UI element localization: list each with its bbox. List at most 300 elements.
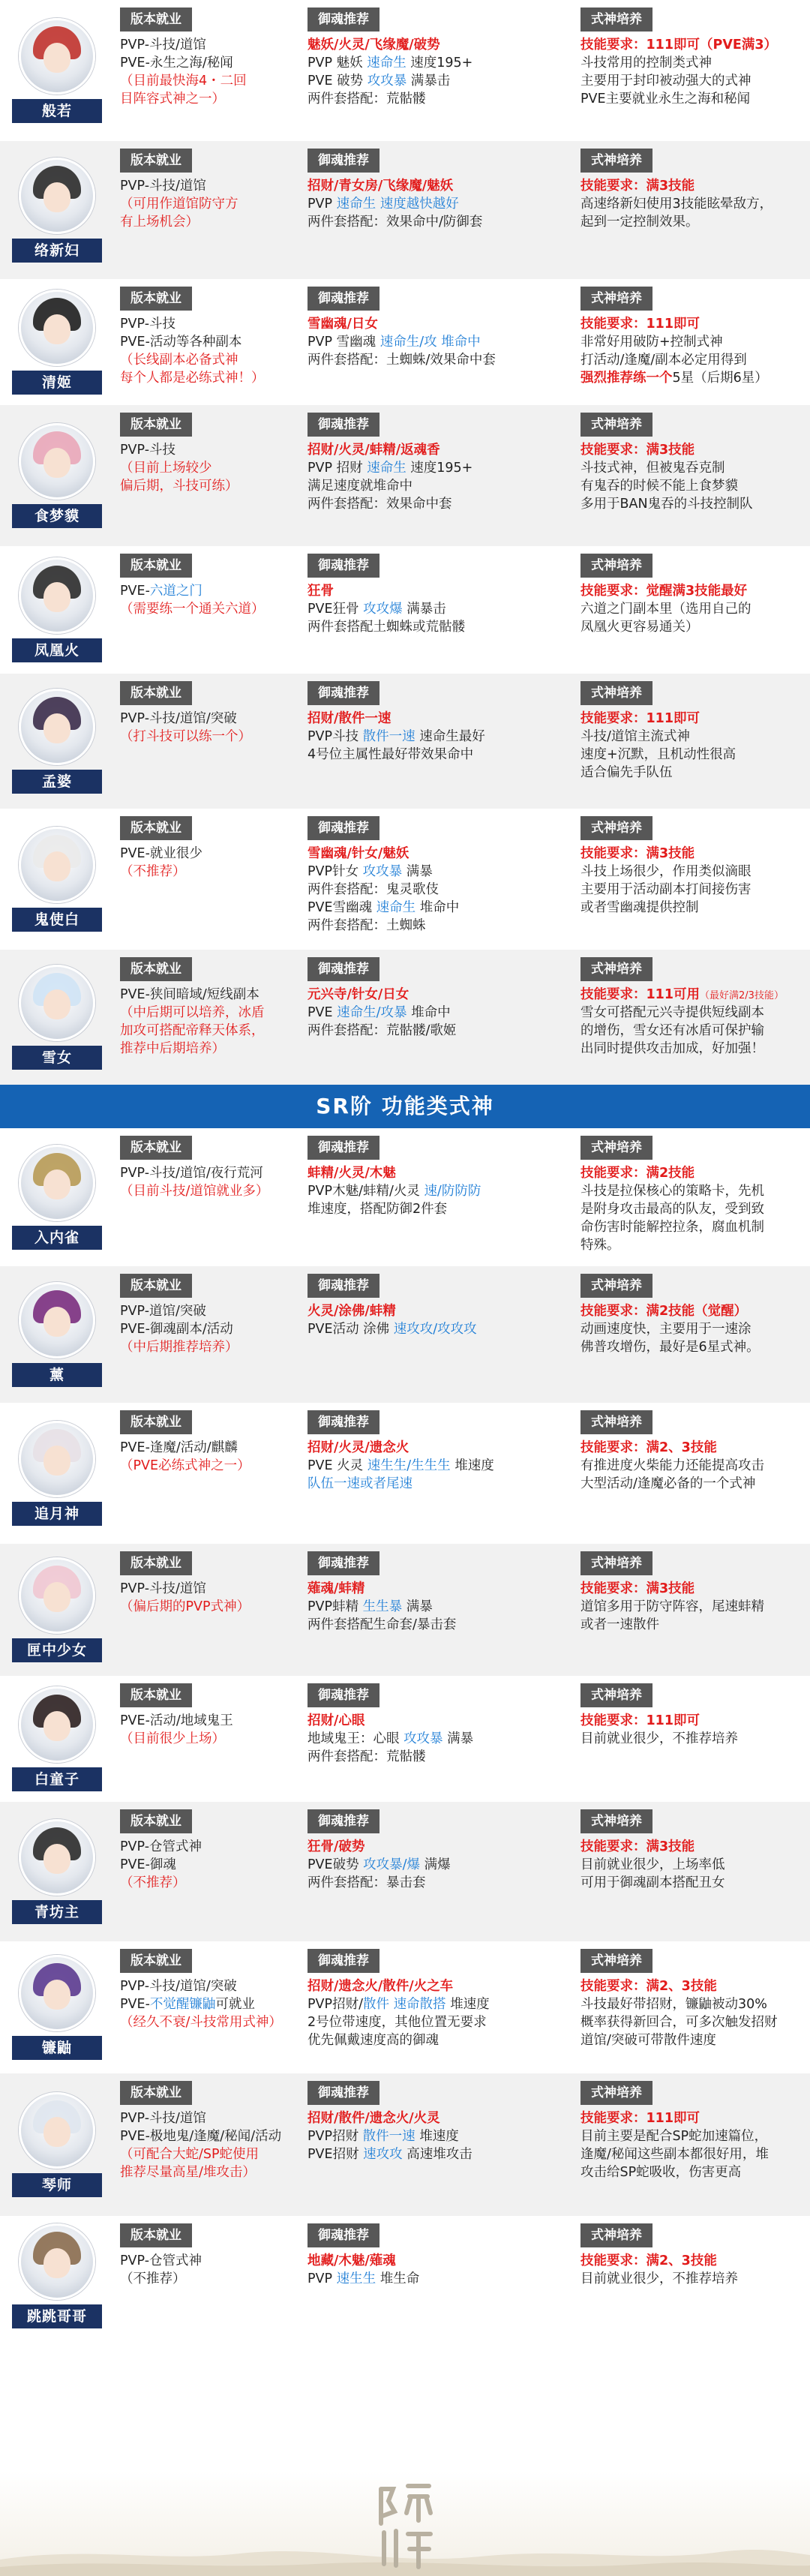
text-segment: 技能要求：111即可	[580, 2111, 700, 2126]
shikigami-portrait	[12, 423, 102, 528]
text-line	[308, 333, 496, 351]
text-segment: 雪女可搭配元兴寺提供短线副本	[580, 1005, 764, 1020]
shikigami-portrait	[12, 1819, 102, 1924]
text-segment: 目前就业很少，不推荐培养	[580, 2271, 738, 2286]
training-column	[580, 8, 777, 108]
text-segment: 满暴	[402, 1599, 433, 1614]
avatar-face	[44, 314, 70, 344]
text-line	[308, 1995, 490, 2013]
text-line	[580, 1022, 784, 1040]
column-body	[308, 1712, 473, 1766]
column-header: 御魂推荐	[308, 8, 380, 32]
text-line	[308, 1748, 473, 1766]
training-column	[580, 1136, 764, 1254]
training-column	[580, 2081, 769, 2181]
text-segment: PVE-永生之海/秘闻	[120, 56, 233, 71]
text-segment: 技能要求：111即可（PVE满3）	[580, 38, 778, 53]
text-line	[120, 195, 238, 213]
text-segment: 速度+沉默，且机动性很高	[580, 747, 736, 762]
text-line	[580, 1616, 764, 1634]
column-header: 式神培养	[580, 1136, 652, 1160]
column-header: 御魂推荐	[308, 149, 380, 173]
text-line	[120, 710, 251, 728]
column-body	[308, 2252, 419, 2288]
text-line	[580, 72, 777, 90]
column-body	[580, 1439, 764, 1493]
text-line	[580, 1856, 725, 1874]
avatar-face	[44, 1169, 70, 1199]
text-segment: 两件套搭配：土蜘蛛/效果命中套	[308, 353, 496, 368]
column-body	[120, 1712, 233, 1748]
avatar-face	[44, 1446, 70, 1476]
text-segment: PVE招财	[308, 2147, 364, 2162]
soul-recommend-column	[308, 1136, 481, 1218]
text-segment: PVE-御魂	[120, 1857, 176, 1872]
text-line	[308, 177, 482, 195]
shikigami-name: 孟婆	[12, 770, 102, 794]
text-segment: （目前很少上场）	[120, 1731, 225, 1746]
text-segment: 两件套搭配：荒骷髅/歌姬	[308, 1023, 457, 1038]
text-segment: PVE活动 涂佛	[308, 1322, 394, 1337]
column-header: 式神培养	[580, 8, 652, 32]
shikigami-name: 般若	[12, 99, 102, 123]
text-segment: 散件一速	[362, 2129, 416, 2144]
text-segment: 或者一速散件	[580, 1617, 659, 1632]
text-line	[120, 845, 202, 863]
avatar	[19, 1686, 95, 1763]
text-segment: （不推荐）	[120, 864, 186, 879]
employment-column	[120, 1410, 250, 1475]
text-segment: 速命生	[376, 900, 416, 915]
column-header: 式神培养	[580, 1809, 652, 1833]
text-line	[580, 2013, 778, 2031]
text-segment: 逢魔/秘闻这些副本都很好用，堆	[580, 2147, 769, 2162]
column-header: 式神培养	[580, 2081, 652, 2105]
text-segment: 堆速度	[450, 1458, 494, 1473]
text-segment: （中后期推荐培养）	[120, 1340, 238, 1355]
text-segment: 狂骨/破势	[308, 1839, 365, 1854]
shikigami-row	[0, 1403, 810, 1544]
text-line	[580, 441, 753, 459]
text-segment: 速度越快越好	[380, 197, 459, 212]
column-body	[120, 845, 202, 881]
text-line	[580, 1995, 778, 2013]
text-line	[120, 2252, 202, 2270]
column-header: 版本就业	[120, 2223, 192, 2247]
soul-recommend-column	[308, 816, 459, 935]
employment-column	[120, 1809, 202, 1892]
text-line	[308, 917, 459, 935]
column-body	[580, 2109, 769, 2181]
soul-recommend-column	[308, 1949, 490, 2049]
column-body	[580, 1838, 725, 1892]
avatar-face	[44, 2248, 70, 2278]
column-header: 版本就业	[120, 681, 192, 705]
shikigami-name: 络新妇	[12, 239, 102, 263]
text-line	[580, 1598, 764, 1616]
shikigami-portrait	[12, 18, 102, 123]
column-body	[308, 1580, 456, 1634]
column-body	[580, 315, 768, 387]
text-line	[120, 1730, 233, 1748]
avatar-face	[44, 1711, 70, 1741]
avatar-face	[44, 851, 70, 881]
text-line	[308, 72, 472, 90]
column-body	[308, 2109, 472, 2163]
text-line	[120, 1320, 238, 1338]
text-segment: 技能要求：111即可	[580, 1713, 700, 1728]
text-segment: （需要练一个通关六道）	[120, 602, 265, 617]
text-segment: 雪幽魂/日女	[308, 317, 378, 332]
text-line	[308, 2252, 419, 2270]
text-segment: 攻击给SP蛇吸收，伤害更高	[580, 2165, 742, 2180]
column-body	[580, 845, 752, 917]
text-line	[120, 1874, 202, 1892]
column-header: 御魂推荐	[308, 413, 380, 437]
text-segment: 速度195+	[406, 461, 473, 476]
column-header: 御魂推荐	[308, 2223, 380, 2247]
text-segment: 目阵容式神之一）	[120, 92, 225, 107]
text-line	[120, 177, 238, 195]
text-line	[120, 72, 247, 90]
text-segment: 特殊。	[580, 1238, 620, 1253]
text-line	[308, 1022, 456, 1040]
shikigami-portrait	[12, 158, 102, 263]
text-segment: （中后期可以培养，冰盾	[120, 1005, 265, 1020]
text-line	[308, 728, 485, 746]
column-body	[308, 1439, 494, 1493]
text-line	[120, 369, 265, 387]
column-body	[580, 441, 753, 513]
text-line	[580, 728, 736, 746]
text-segment: 堆命中	[416, 900, 460, 915]
text-segment: 地域鬼王：心眼	[308, 1731, 404, 1746]
footer	[0, 2471, 810, 2576]
column-body	[120, 1302, 238, 1356]
text-line	[308, 1164, 481, 1182]
text-segment: 技能要求：111可用	[580, 987, 700, 1002]
text-line	[580, 477, 753, 495]
column-body	[120, 1838, 202, 1892]
shikigami-name: 清姬	[12, 371, 102, 395]
text-segment: PVP 雪幽魂	[308, 335, 380, 350]
shikigami-row	[0, 279, 810, 405]
text-line	[580, 863, 752, 881]
shikigami-portrait	[12, 2223, 102, 2328]
text-segment: 速度195+	[406, 56, 473, 71]
text-line	[580, 369, 768, 387]
text-segment: PVP针女	[308, 864, 363, 879]
text-segment: 火灵/涂佛/蚌精	[308, 1304, 396, 1319]
text-segment: 堆速度	[446, 1997, 490, 2012]
shikigami-row	[0, 546, 810, 674]
text-segment: 可就业	[215, 1997, 255, 2012]
shikigami-portrait	[12, 689, 102, 794]
column-body	[308, 986, 456, 1040]
text-segment: PVP-仓管式神	[120, 1839, 202, 1854]
text-segment: 招财/遗念火/散件/火之车	[308, 1979, 454, 1994]
text-segment: 起到一定控制效果。	[580, 215, 699, 230]
column-body	[120, 441, 238, 495]
text-segment: 技能要求：满2技能	[580, 1166, 695, 1181]
text-line	[308, 2013, 490, 2031]
employment-column	[120, 681, 251, 746]
text-segment: 技能要求：满2技能（觉醒）	[580, 1304, 748, 1319]
text-line	[580, 600, 752, 618]
column-body	[308, 36, 472, 108]
text-segment: 斗技上场很少，作用类似滴眼	[580, 864, 752, 879]
text-line	[308, 2109, 472, 2127]
column-header: 版本就业	[120, 1809, 192, 1833]
avatar	[19, 1955, 95, 2031]
column-body	[120, 582, 265, 618]
text-segment: 满暴	[442, 1731, 474, 1746]
shikigami-name: 琴师	[12, 2173, 102, 2197]
text-line	[308, 90, 472, 108]
column-body	[580, 582, 752, 636]
text-segment: （最好满2/3技能）	[700, 990, 784, 1001]
text-line	[308, 495, 472, 513]
column-body	[308, 1164, 481, 1218]
text-segment: 5星（后期6星）	[672, 371, 768, 386]
employment-column	[120, 149, 238, 231]
sr-section-banner: SR阶 功能类式神	[0, 1085, 810, 1128]
text-segment: （经久不衰/斗技常用式神）	[120, 2015, 282, 2030]
text-segment: 主要用于活动副本打间接伤害	[580, 882, 752, 897]
text-line	[120, 351, 265, 369]
text-line	[308, 1838, 451, 1856]
soul-recommend-column	[308, 8, 472, 108]
text-segment: 可用于御魂副本搭配丑女	[580, 1875, 725, 1890]
text-segment: PVP斗技	[308, 729, 363, 744]
shikigami-row	[0, 405, 810, 546]
column-header: 式神培养	[580, 287, 652, 311]
text-segment: 偏后期，斗技可练）	[120, 479, 238, 494]
column-header: 御魂推荐	[308, 1551, 380, 1575]
training-column	[580, 957, 784, 1058]
text-line	[308, 1730, 473, 1748]
column-header: 御魂推荐	[308, 681, 380, 705]
shikigami-name: 入内雀	[12, 1226, 102, 1250]
text-line	[580, 213, 772, 231]
text-segment: 斗技常用的控制类式神	[580, 56, 712, 71]
text-segment: PVE	[308, 1005, 338, 1020]
text-segment: 生生暴	[362, 1599, 403, 1614]
column-header: 式神培养	[580, 816, 652, 840]
text-segment: 招财/火灵/遗念火	[308, 1440, 410, 1455]
text-segment: （目前上场较少	[120, 461, 212, 476]
text-segment: 两件套搭配土蜘蛛或荒骷髅	[308, 620, 465, 635]
text-line	[120, 477, 238, 495]
avatar	[19, 1819, 95, 1896]
text-segment: 是附身攻击最高的队友，受到致	[580, 1202, 764, 1217]
text-segment: PVE 破势	[308, 74, 368, 89]
training-column	[580, 1410, 764, 1493]
shikigami-row	[0, 1266, 810, 1403]
text-segment: 两件套搭配：暴击套	[308, 1875, 426, 1890]
column-header: 式神培养	[580, 554, 652, 578]
text-line	[120, 1457, 250, 1475]
text-line	[308, 2127, 472, 2145]
shikigami-row	[0, 2073, 810, 2216]
column-body	[308, 710, 485, 764]
text-segment: 蚌精/火灵/木魅	[308, 1166, 396, 1181]
shikigami-row	[0, 1941, 810, 2073]
column-body	[308, 1838, 451, 1892]
text-segment: 散件	[362, 1997, 389, 2012]
text-segment: （可用作道馆防守方	[120, 197, 238, 212]
text-segment: PVP-道馆/突破	[120, 1304, 206, 1319]
text-segment: PVP-斗技/道馆	[120, 1581, 206, 1596]
column-body	[580, 1302, 760, 1356]
text-segment: 招财/青女房/飞缘魔/魅妖	[308, 179, 454, 194]
avatar-face	[44, 1582, 70, 1612]
column-header: 版本就业	[120, 1949, 192, 1973]
column-body	[308, 845, 459, 935]
soul-recommend-column	[308, 957, 456, 1040]
text-segment: 招财/火灵/蚌精/返魂香	[308, 443, 440, 458]
text-segment: 散件一速	[362, 729, 416, 744]
text-line	[580, 764, 736, 782]
text-line	[580, 351, 768, 369]
text-segment: （目前最快海4・二回	[120, 74, 247, 89]
text-line	[120, 863, 202, 881]
shikigami-row	[0, 950, 810, 1085]
text-segment: PVP-斗技/道馆	[120, 38, 206, 53]
text-line	[308, 710, 485, 728]
column-body	[120, 36, 247, 108]
shikigami-portrait	[12, 1421, 102, 1526]
text-segment: PVE-	[120, 1997, 150, 2012]
text-line	[308, 315, 496, 333]
text-segment: 两件套搭配生命套/暴击套	[308, 1617, 457, 1632]
text-segment: 强烈推荐练一个	[580, 371, 673, 386]
column-header: 御魂推荐	[308, 1274, 380, 1298]
column-header: 御魂推荐	[308, 554, 380, 578]
text-segment: 高速堆攻击	[402, 2147, 472, 2162]
text-line	[308, 1302, 477, 1320]
avatar-face	[44, 1307, 70, 1337]
text-line	[580, 618, 752, 636]
text-line	[308, 1874, 451, 1892]
text-line	[580, 1439, 764, 1457]
soul-recommend-column	[308, 554, 465, 636]
column-header: 版本就业	[120, 287, 192, 311]
shikigami-row	[0, 674, 810, 809]
text-line	[120, 600, 265, 618]
text-line	[120, 1977, 282, 1995]
column-header: 版本就业	[120, 413, 192, 437]
text-segment: 斗技式神，但被鬼吞克制	[580, 461, 725, 476]
text-line	[580, 1838, 725, 1856]
text-line	[308, 1977, 490, 1995]
soul-recommend-column	[308, 2223, 419, 2288]
employment-column	[120, 1136, 268, 1200]
avatar	[19, 423, 95, 500]
column-header: 式神培养	[580, 149, 652, 173]
employment-column	[120, 413, 238, 495]
text-line	[308, 1457, 494, 1475]
text-segment: 堆速度	[415, 2129, 459, 2144]
text-segment: 技能要求：满3技能	[580, 179, 695, 194]
employment-column	[120, 816, 202, 881]
column-body	[120, 2252, 202, 2288]
text-segment: 两件套搭配：效果命中套	[308, 497, 452, 512]
text-line	[120, 2163, 281, 2181]
text-segment: 速命生	[367, 461, 406, 476]
text-segment: 攻攻暴	[367, 74, 407, 89]
text-segment: 有鬼吞的时候不能上食梦貘	[580, 479, 738, 494]
shikigami-portrait	[12, 827, 102, 932]
shikigami-portrait	[12, 965, 102, 1070]
employment-column	[120, 2081, 281, 2181]
avatar	[19, 1421, 95, 1497]
shikigami-name: 薰	[12, 1363, 102, 1387]
column-header: 式神培养	[580, 1683, 652, 1707]
soul-recommend-column	[308, 1551, 456, 1634]
text-line	[308, 36, 472, 54]
column-header: 式神培养	[580, 1551, 652, 1575]
column-body	[120, 1977, 282, 2031]
text-line	[120, 2013, 282, 2031]
text-segment: PVP-仓管式神	[120, 2253, 202, 2268]
text-segment: 满暴击	[402, 602, 446, 617]
text-line	[120, 1712, 233, 1730]
shikigami-portrait	[12, 1282, 102, 1387]
column-header: 御魂推荐	[308, 2081, 380, 2105]
text-line	[120, 1838, 202, 1856]
text-line	[308, 1475, 494, 1493]
text-segment: PVE主要就业永生之海和秘闻	[580, 92, 751, 107]
text-line	[308, 618, 465, 636]
column-body	[308, 441, 472, 513]
text-segment: PVE-御魂副本/活动	[120, 1322, 233, 1337]
column-body	[120, 177, 238, 231]
text-segment: 非常好用破防+控制式神	[580, 335, 723, 350]
text-line	[120, 2109, 281, 2127]
text-line	[580, 459, 753, 477]
text-line	[580, 1302, 760, 1320]
text-segment: 推荐中后期培养）	[120, 1041, 225, 1056]
text-line	[308, 1200, 481, 1218]
text-line	[120, 1995, 282, 2013]
text-segment: 多用于BAN鬼吞的斗技控制队	[580, 497, 753, 512]
text-segment: PVP 招财	[308, 461, 368, 476]
text-segment: 推荐尽量高星/堆攻击）	[120, 2165, 256, 2180]
text-segment: PVP	[308, 197, 337, 212]
training-column	[580, 1551, 764, 1634]
text-line	[580, 1320, 760, 1338]
text-segment: 速命生	[336, 197, 376, 212]
soul-recommend-column	[308, 1809, 451, 1892]
text-line	[308, 1182, 481, 1200]
text-line	[308, 213, 482, 231]
text-segment: 命伤害时能解控拉条，腐血机制	[580, 1220, 764, 1235]
text-segment: 堆命中	[406, 1005, 451, 1020]
employment-column	[120, 8, 247, 108]
avatar	[19, 18, 95, 95]
column-header: 版本就业	[120, 1274, 192, 1298]
shikigami-name: 凤凰火	[12, 638, 102, 662]
text-segment: 技能要求：满2、3技能	[580, 2253, 717, 2268]
text-segment: 技能要求：满3技能	[580, 846, 695, 861]
text-line	[120, 441, 238, 459]
training-column	[580, 1274, 760, 1356]
text-segment: 招财/心眼	[308, 1713, 365, 1728]
shikigami-name: 青坊主	[12, 1900, 102, 1924]
text-line	[308, 746, 485, 764]
text-segment: PVE-活动/地域鬼王	[120, 1713, 233, 1728]
